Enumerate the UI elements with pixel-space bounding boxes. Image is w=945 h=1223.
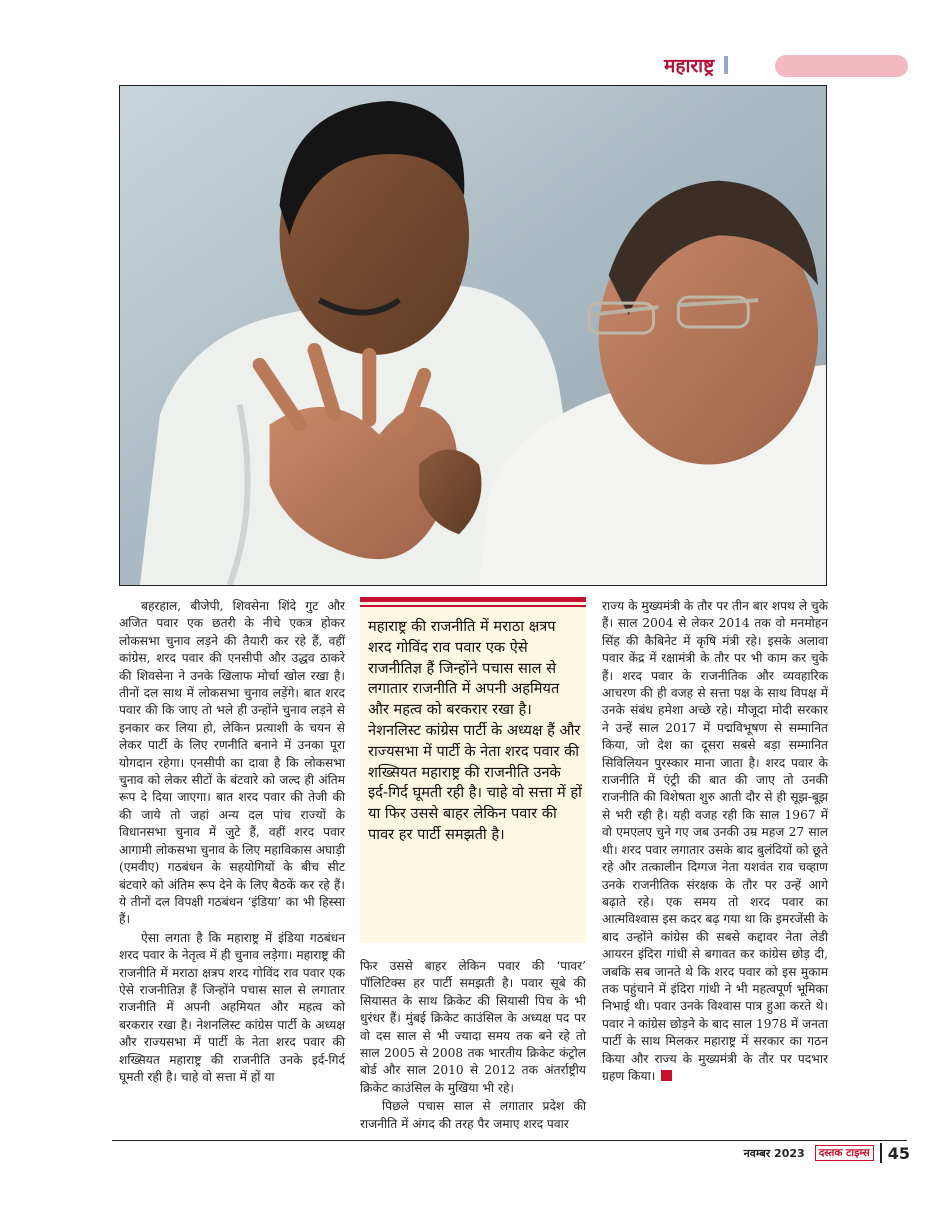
magazine-logo: दस्तक टाइम्स <box>815 1145 874 1161</box>
issue-date: नवम्बर 2023 <box>743 1146 805 1160</box>
pull-quote-rule <box>360 605 586 607</box>
footer-divider <box>880 1143 882 1163</box>
pull-quote-text: महाराष्ट्र की राजनीति में मराठा क्षत्रप शरद गोविंद राव पवार एक ऐसे राजनीतिज्ञ हैं जिन्होंने पचास साल से लगातार राजनीति में अपनी अहमियत और महत्व को बरकरार रखा है। नेशनलिस्ट कांग्रेस पार्टी के अध्यक्ष हैं और राज्यसभा में पार्टी के नेता शरद पवार की शख्सियत महाराष्ट्र की राजनीति उनके इर्द-गिर्द घूमती रही है। चाहे वो सत्ता में हों या फिर उससे बाहर लेकिन पवार की पावर हर पार्टी समझती है। <box>368 618 582 843</box>
end-mark-icon <box>661 1070 672 1081</box>
pull-quote-rule <box>360 597 586 602</box>
page-number: 45 <box>887 1143 910 1163</box>
page-footer <box>600 1141 910 1165</box>
article-column-2 <box>360 958 586 1134</box>
article-column-1 <box>119 598 345 1087</box>
photo-of-two-men-talking-icon <box>120 86 826 585</box>
article-column-3 <box>602 598 828 1086</box>
paragraph: बहरहाल, बीजेपी, शिवसेना शिंदे गुट और अजित पवार एक छतरी के नीचे एकत्र होकर लोकसभा चुनाव लड़ने की तैयारी कर रहे हैं, वहीं कांग्रेस, शरद पवार की एनसीपी और उद्धव ठाकरे की शिवसेना ने उनके खिलाफ मोर्चा खोल रखा है। तीनों दल साथ में लोकसभा चुनाव लड़ेंगे। बात शरद पवार की कि जाए तो भले ही उन्होंने चुनाव लड़ने से इनकार कर लिया हो, लेकिन प्रत्याशी के चयन से लेकर पार्टी के लिए रणनीति बनाने में उनका पूरा योगदान रहेगा। एनसीपी का दावा है कि लोकसभा चुनाव को लेकर सीटों के बंटवारे को जल्द ही अंतिम रूप दे दिया जाएगा। बात शरद पवार की तेजी की की जाये तो जहां अन्य दल पांच राज्यों के विधानसभा चुनाव में जुटे हैं, वहीं शरद पवार आगामी लोकसभा चुनाव के लिए महाविकास अघाड़ी (एमवीए) गठबंधन के सहयोगियों के बीच सीट बंटवारे को अंतिम रूप देने के लिए बैठकें कर रहे हैं। ये तीनों दल विपक्षी गठबंधन ‘इंडिया’ का भी हिस्सा हैं। <box>119 599 345 927</box>
paragraph <box>602 598 828 1085</box>
paragraph: ऐसा लगता है कि महाराष्ट्र में इंडिया गठबंधन शरद पवार के नेतृत्व में ही चुनाव लड़ेगा। महाराष्ट्र की राजनीति में मराठा क्षत्रप शरद गोविंद राव पवार एक ऐसे राजनीतिज्ञ हैं जिन्होंने पचास साल से लगातार राजनीति में अपनी अहमियत और महत्व को बरकरार रखा है। नेशनलिस्ट कांग्रेस पार्टी के अध्यक्ष और राज्यसभा में पार्टी के नेता शरद पवार की शख्सियत महाराष्ट्र की राजनीति उनके इर्द-गिर्द घूमती रही है। चाहे वो सत्ता में हों या <box>119 930 345 1084</box>
header-decoration-pill <box>775 55 908 77</box>
paragraph: पिछले पचास साल से लगातार प्रदेश की राजनीति में अंगद की तरह पैर जमाए शरद पवार <box>360 1099 586 1131</box>
paragraph: फिर उससे बाहर लेकिन पवार की ‘पावर’ पॉलिटिक्स हर पार्टी समझती है। पवार सूबे की सियासत के साथ क्रिकेट की सियासी पिच के भी धुरंधर हैं। मुंबई क्रिकेट काउंसिल के अध्यक्ष पद पर वो दस साल से भी ज्यादा समय तक बने रहे तो साल 2005 से 2008 तक भारतीय क्रिकेट कंट्रोल बोर्ड और साल 2010 से 2012 तक अंतर्राष्ट्रीय क्रिकेट काउंसिल के मुखिया भी रहे। <box>360 959 586 1095</box>
pull-quote <box>360 597 586 943</box>
paragraph-text: राज्य के मुख्यमंत्री के तौर पर तीन बार शपथ ले चुके हैं। साल 2004 से लेकर 2014 तक वो मनमोहन सिंह की कैबिनेट में कृषि मंत्री रहे। इसके अलावा पवार केंद्र में रक्षामंत्री के तौर पर भी काम कर चुके हैं। शरद पवार के राजनीतिक और व्यवहारिक आचरण की ही वजह से सत्ता पक्ष के साथ विपक्ष में उनके संबंध हमेशा अच्छे रहे। मौजूदा मोदी सरकार ने उन्हें साल 2017 में पद्मविभूषण से सम्मानित किया, जो देश का दूसरा सबसे बड़ा सम्मानित सिविलियन पुरस्कार माना जाता है। शरद पवार के राजनीति में एंट्री की बात की जाए तो उनकी राजनीति की विशेषता शुरु आती दौर से ही सूझ-बूझ से भरी रही है। यही वजह रही कि साल 1967 में वो एमएलए चुने गए जब उनकी उम्र महज 27 साल थी। शरद पवार लगातार उसके बाद बुलंदियों को छूते रहे और तत्कालीन दिग्गज नेता यशवंत राव चव्हाण उनके राजनीतिक संरक्षक के तौर पर उन्हें आगे बढ़ाते रहे। एक समय तो शरद पवार का आत्मविश्वास इस कदर बढ़ गया था कि इमरजेंसी के बाद उन्होंने कांग्रेस की सबसे कद्दावर नेता लेडी आयरन इंदिरा गांधी से बगावत कर कांग्रेस छोड़ दी, जबकि सब जानते थे कि शरद पवार को इस मुकाम तक पहुंचाने में इंदिरा गांधी ने भी महत्वपूर्ण भूमिका निभाई थी। पवार उनके विश्वास पात्र हुआ करते थे। पवार ने कांग्रेस छोड़ने के बाद साल 1978 में जनता पार्टी के साथ मिलकर महाराष्ट्र में सरकार का गठन किया और राज्य के मुख्यमंत्री के तौर पर पदभार ग्रहण किया। <box>602 599 828 1083</box>
section-divider <box>724 56 728 74</box>
article-photo <box>119 85 827 586</box>
section-header <box>664 52 728 78</box>
section-title: महाराष्ट्र <box>664 55 715 77</box>
